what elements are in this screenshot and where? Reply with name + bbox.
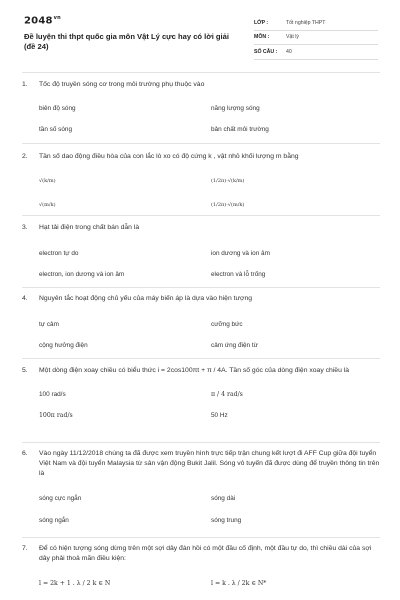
- question-4: [22, 294, 380, 349]
- option-b[interactable]: (1/2π)·√(k/m): [211, 178, 245, 184]
- divider: [22, 358, 380, 359]
- option-a[interactable]: tự cảm: [39, 321, 59, 328]
- option-a[interactable]: sóng cực ngắn: [39, 495, 82, 502]
- question-5: [22, 366, 380, 419]
- option-a[interactable]: electron tự do: [39, 250, 79, 257]
- option-b[interactable]: năng lượng sóng: [211, 105, 260, 112]
- question-text: Để có hiện tượng sóng dừng trên một sợi dây đàn hồi có một đầu cố định, một đầu tự do, thì chiều dài của sợi dây phải thoả mãn điều kiện:: [39, 545, 372, 562]
- divider: [22, 143, 380, 144]
- exam-title: Đề luyện thi thpt quốc gia môn Vật Lý cực hay có lời giải (đề 24): [24, 32, 229, 51]
- option-d[interactable]: 50 Hz: [211, 412, 228, 419]
- option-b[interactable]: sóng dài: [211, 495, 236, 502]
- document-header: [0, 0, 400, 62]
- question-1: [22, 80, 380, 133]
- question-text: Tần số dao động điều hòa của con lắc lò xo có độ cứng k , vật nhỏ khối lượng m bằng: [39, 153, 299, 160]
- option-d[interactable]: (1/2π)·√(m/k): [211, 202, 245, 208]
- question-6: [22, 449, 380, 524]
- question-number: 6.: [22, 450, 28, 457]
- option-b[interactable]: l = k . λ / 2k ∈ N*: [211, 580, 267, 587]
- divider: [22, 72, 380, 73]
- meta-label: LỚP :: [254, 19, 269, 26]
- option-a[interactable]: √(k/m): [39, 178, 56, 184]
- exam-meta-table: [254, 16, 378, 60]
- question-text: Hạt tải điện trong chất bán dẫn là: [39, 224, 140, 231]
- meta-value: Tốt nghiệp THPT: [286, 19, 326, 26]
- question-number: 4.: [22, 295, 28, 302]
- option-d[interactable]: cảm ứng điện từ: [211, 342, 258, 349]
- option-d[interactable]: sóng trung: [211, 517, 242, 524]
- question-number: 1.: [22, 81, 28, 88]
- question-text: Một dòng điện xoay chiều có biểu thức i = 2cos100πt + π / 4A. Tần số góc của dòng điện xoay chiều là: [39, 367, 350, 374]
- question-text: Vào ngày 11/12/2018 chúng ta đã được xem truyền hình trực tiếp trận chung kết lượt đi AFF Cup giữa đội tuyển Việt Nam và đội tuyển Malaysia từ sân vận động Bukit Jalil. Sóng vô tuyến đã được dùng để truyền thông tin trên là: [39, 450, 380, 477]
- question-text: Nguyên tắc hoạt động chủ yếu của máy biến áp là dựa vào hiện tượng: [39, 295, 253, 302]
- divider: [22, 287, 380, 288]
- divider: [22, 537, 380, 538]
- meta-value: 40: [286, 48, 292, 55]
- option-b[interactable]: π / 4 rad/s: [211, 391, 243, 398]
- option-c[interactable]: sóng ngắn: [39, 517, 69, 524]
- question-7: [22, 544, 380, 587]
- option-d[interactable]: electron và lỗ trống: [211, 271, 266, 278]
- meta-row-count: [254, 45, 378, 60]
- question-text: Tốc độ truyền sóng cơ trong môi trường phụ thuộc vào: [39, 81, 205, 88]
- question-2: [22, 152, 380, 208]
- brand-name: 2048: [24, 15, 53, 27]
- option-a[interactable]: l = 2k + 1 . λ / 2 k ∈ N: [39, 580, 111, 587]
- option-c[interactable]: tần số sóng: [39, 126, 73, 133]
- option-c[interactable]: 100π rad/s: [39, 412, 73, 419]
- divider: [22, 442, 380, 443]
- option-a[interactable]: 100 rad/s: [39, 391, 66, 398]
- option-d[interactable]: bản chất môi trường: [211, 126, 269, 133]
- question-number: 5.: [22, 367, 28, 374]
- option-c[interactable]: √(m/k): [39, 202, 56, 208]
- brand-logo[interactable]: [24, 15, 61, 26]
- option-a[interactable]: biên độ sóng: [39, 105, 76, 112]
- divider: [22, 215, 380, 216]
- meta-value: Vật lý: [286, 34, 299, 41]
- brand-suffix: vn: [53, 15, 61, 21]
- meta-label: SỐ CÂU :: [254, 48, 278, 55]
- question-number: 3.: [22, 224, 28, 231]
- question-number: 2.: [22, 153, 28, 160]
- option-b[interactable]: cưỡng bức: [211, 321, 243, 328]
- question-number: 7.: [22, 545, 28, 552]
- option-b[interactable]: ion dương và ion âm: [211, 250, 270, 257]
- option-c[interactable]: electron, ion dương và ion âm: [39, 271, 125, 278]
- meta-row-class: [254, 16, 378, 31]
- meta-label: MÔN :: [254, 34, 270, 41]
- question-3: [22, 223, 380, 278]
- option-c[interactable]: cộng hưởng điện: [39, 342, 88, 349]
- meta-row-subject: [254, 31, 378, 46]
